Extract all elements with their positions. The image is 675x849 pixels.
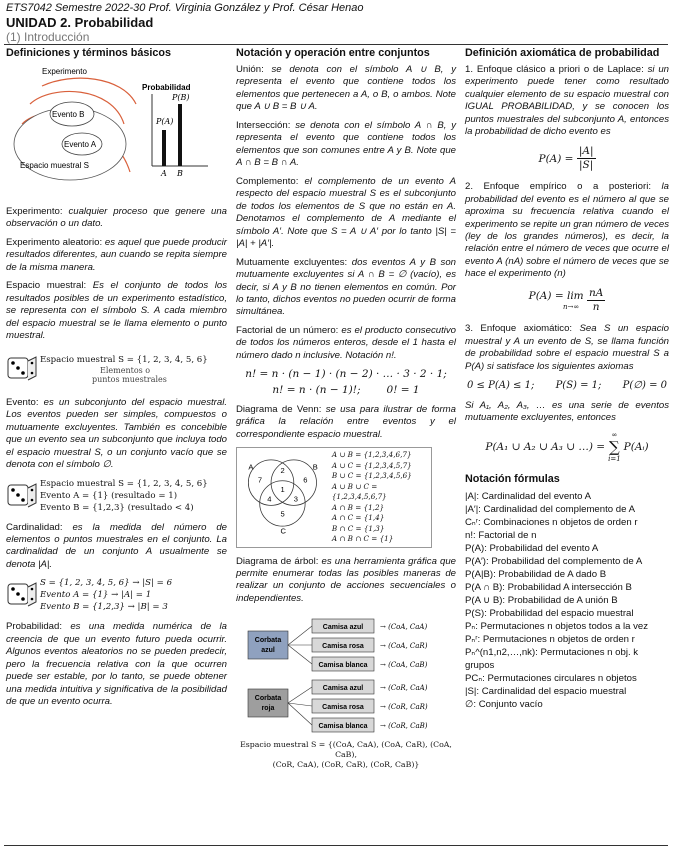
notation-item: P(A ∪ B): Probabilidad de A unión B [465, 594, 618, 606]
tree-root-azul-l1: Corbata [254, 637, 282, 645]
def-evento: Evento: es un subconjunto del espacio muestral. Los eventos pueden ser simples, compuestos o mutuamente excluyentes. También es concebible que un evento sea un subconjunto que incluya todo el espacio muestral S, o un conjunto vacío que se denota con el símbolo ∅. [6, 396, 227, 471]
approach-empirical: 2. Enfoque empírico o a posteriori: la probabilidad del evento es el número al que se aproxima su frecuencia relativa cuando el experimento se repite un gran número de veces (ley de los grandes números), es decir, la relación entre el número de veces que ocurre el evento A (nA) sobre el número de veces que se hace el experimento (n) [465, 181, 670, 280]
column-title: Notación y operación entre conjuntos [236, 47, 430, 59]
tree-leaf-label: Camisa azul [322, 685, 364, 693]
fig-bar-b [178, 104, 182, 166]
venn-label-a: A [248, 462, 254, 472]
dice3-line3: Evento B = {1,2,3} → |B| = 3 [40, 602, 168, 613]
factorial-eq2: n! = n · (n − 1)!; [272, 383, 361, 396]
notation-item: |S|: Cardinalidad del espacio muestral [465, 685, 627, 697]
tree-sample-space [236, 740, 456, 770]
fig-label-b: B [177, 169, 183, 178]
dice1-sample-space: Espacio muestral S = {1, 2, 3, 4, 5, 6} [40, 354, 208, 365]
dice3-line1: S = {1, 2, 3, 4, 5, 6} → |S| = 6 [40, 578, 173, 589]
unit-title: UNIDAD 2. Probabilidad [6, 15, 154, 30]
notation-item: Cₙʳ: Combinaciones n objetos de orden r [465, 516, 638, 528]
def-union: Unión: se denota con el símbolo A ∪ B, y representa el evento que contiene todos los elementos que pertenecen a A, o B, o ambos. Note que A ∪ B = B ∪ A. [236, 64, 456, 113]
eq-additivity: P(A₁ ∪ A₂ ∪ A₃ ∪ …) = ∞ ∑ i=1 P(Aᵢ) [485, 430, 649, 463]
notation-item: |A|: Cardinalidad del evento A [465, 490, 592, 502]
venn-region-1: 1 [280, 485, 285, 495]
def-complemento: Complemento: el complemento de un evento A respecto del espacio muestral S es el subconjunto de todos los elementos de S que no están en A. Denotamos el complemento de A mediante el símbolo A′. Note que S = A ∪ A′ por lo tanto |S| = |A| + |A′|. [236, 175, 456, 250]
fig-bar-a [162, 130, 166, 166]
venn-region-7: 7 [257, 475, 263, 485]
eq-empirical: P(A) = lim n→∞ $\frac{nA}{n}$ [528, 286, 604, 314]
notes-title: Notación fórmulas [465, 472, 560, 485]
fig-label-a: A [161, 169, 167, 178]
venn-set-item: A ∪ C = {1,2,3,4,5,7} [331, 460, 412, 470]
notation-item: n!: Factorial de n [465, 529, 537, 541]
fig-label-experimento: Experimento [42, 67, 87, 76]
venn-label-c: C [280, 526, 287, 536]
notation-item: P(S): Probabilidad del espacio muestral [465, 607, 634, 619]
axiom-2: P(S) = 1; [555, 380, 602, 391]
footer-rule [4, 845, 668, 846]
venn-region-3: 3 [293, 494, 299, 504]
venn-set-item: A ∪ B = {1,2,3,4,6,7} [331, 450, 412, 459]
def-interseccion: Intersección: se denota con el símbolo A ∩ B, y representa el evento que contiene todos los elementos que son comunes entre A y B. Note que A ∩ B = B ∩ A. [236, 119, 456, 169]
column-axiomatic [465, 46, 669, 711]
dice3-line2: Evento A = {1} → |A| = 1 [40, 590, 152, 601]
dice-icon [6, 354, 40, 384]
fig-label-pa: P(A) [156, 117, 174, 126]
def-venn: Diagrama de Venn: se usa para ilustrar de forma gráfica la relación entre eventos y el correspondiente espacio muestral. [236, 403, 456, 440]
tree-branch [288, 703, 312, 725]
venn-region-4: 4 [267, 494, 272, 504]
tree-branch [288, 626, 312, 645]
venn-set-item: B ∪ C = {1,2,3,4,5,6} [331, 471, 412, 480]
tree-leaf-label: Camisa rosa [322, 643, 364, 651]
def-mutuamente-excluyentes: Mutuamente excluyentes: dos eventos A y B son mutuamente excluyentes si A ∩ B = ∅ (vacío), es decir, si A y B no tienen elementos en común. Por lo tanto, dichos eventos no pueden ocurrir de forma simultánea. [236, 256, 456, 318]
fig-label-evento-a: Evento A [64, 140, 97, 149]
tree-root-azul [248, 631, 288, 659]
section-title: (1) Introducción [6, 30, 90, 44]
notation-list [465, 490, 669, 711]
venn-region-6: 6 [303, 475, 308, 485]
notation-item: Pₙʳ: Permutaciones n objetos de orden r [465, 633, 635, 645]
notation-item: Pₙ: Permutaciones n objetos todos a la vez [465, 620, 649, 632]
eq-classic: P(A) = $\frac{|A|}{|S|}$ [538, 144, 594, 172]
fig-label-espacio: Espacio muestral S [20, 161, 89, 170]
venn-region-2: 2 [280, 466, 285, 476]
dice-figure-2 [6, 478, 227, 514]
notation-item: P(A|B): Probabilidad de A dado B [465, 568, 607, 580]
column-title: Definición axiomática de probabilidad [465, 47, 660, 59]
tree-outcome: → (CoA, CaR) [380, 642, 428, 651]
dice1-sub2: puntos muestrales [92, 374, 167, 384]
venn-circles [237, 448, 328, 540]
dice1-sub1: Elementos o [100, 365, 151, 375]
dice2-line2: Evento A = {1} (resultado = 1) [40, 490, 178, 501]
dice-icon [6, 580, 40, 610]
factorial-eq3: 0! = 1 [386, 383, 420, 396]
tree-root-roja-l2: roja [261, 705, 275, 713]
tree-leaf-label: Camisa rosa [322, 704, 364, 712]
def-factorial: Factorial de un número: es el producto consecutivo de todos los números enteros, desde el 1 hasta el número dado n inclusive. Notación n!. [236, 324, 456, 361]
axiom-series-text: Si A₁, A₂, A₃, … es una serie de eventos mutuamente excluyentes, entonces [465, 400, 669, 424]
tree-branch [288, 645, 312, 664]
fig-label-probabilidad: Probabilidad [142, 83, 191, 92]
venn-diagram [236, 447, 432, 548]
def-experimento: Experimento: cualquier proceso que genere una observación o un dato. [6, 206, 227, 230]
header-rule [4, 44, 668, 45]
column-title: Definiciones y términos básicos [6, 47, 172, 59]
tree-leaf-label: Camisa azul [322, 624, 364, 632]
course-line: ETS7042 Semestre 2022-30 Prof. Virginia González y Prof. César Henao [6, 2, 364, 14]
def-espacio-muestral: Espacio muestral: Es el conjunto de todos los resultados posibles de un experimento estadístico, se representa con el símbolo S. A cada miembro del espacio muestral se le llama elemento o punto muestral. [6, 280, 228, 342]
notation-item: |A′|: Cardinalidad del complemento de A [465, 503, 635, 515]
tree-outcome: → (CoR, CaB) [380, 722, 428, 731]
dice-figure-1 [6, 349, 227, 389]
tree-root-azul-l2: azul [261, 647, 275, 655]
fig-label-pb: P(B) [172, 93, 190, 102]
arc-outer [42, 78, 136, 104]
tree-leaf-label: Camisa blanca [318, 723, 368, 731]
factorial-eq1: n! = n · (n − 1) · (n − 2) · … · 3 · 2 · 1; [245, 368, 447, 381]
def-experimento-aleatorio: Experimento aleatorio: es aquel que puede producir resultados diferentes, aun cuando se repita siempre de la misma manera. [6, 236, 227, 273]
column-set-notation [236, 46, 456, 770]
axiom-3: P(∅) = 0 [622, 380, 667, 391]
dice2-line3: Evento B = {1,2,3} (resultado < 4) [40, 502, 194, 513]
venn-set-list [328, 448, 431, 547]
fig-label-evento-b: Evento B [52, 110, 85, 119]
venn-set-item: B ∩ C = {1,3} [331, 523, 385, 533]
tree-outcome: → (CoA, CaB) [380, 661, 428, 670]
notation-item: Pₙ^(n1,n2,…,nk): Permutaciones n obj. k grupos [465, 646, 639, 671]
venn-region-5: 5 [280, 509, 285, 519]
tree-leaf-label: Camisa blanca [318, 662, 368, 670]
venn-set-item: A ∩ C = {1,4} [331, 513, 385, 522]
venn-label-b: B [312, 462, 318, 472]
tree-root-roja [248, 689, 288, 717]
venn-set-item: A ∪ B ∪ C = {1,2,3,4,5,6,7} [331, 481, 387, 501]
tree-caption-line2: (CoR, CaA), (CoR, CaR), (CoR, CaB)} [272, 759, 420, 769]
approach-classic: 1. Enfoque clásico a priori o de Laplace: si un experimento puede tener como resultado cualquier elemento de su espacio muestral con IGUAL PROBABILIDAD, y se conocen los puntos muestrales del subconjunto A, entonces la probabilidad de dicho evento es [465, 64, 669, 138]
column-definitions [6, 46, 227, 715]
dice-icon [6, 481, 40, 511]
probability-concept-figure [12, 64, 212, 184]
notation-item: P(A′): Probabilidad del complemento de A [465, 555, 643, 567]
notation-item: P(A ∩ B): Probabilidad A intersección B [465, 581, 632, 593]
dice-figure-3 [6, 577, 227, 613]
approach-axiomatic: 3. Enfoque axiomático: Sea S un espacio muestral y A un evento de S, se llama función de probabilidad sobre el espacio muestral S a P(A) si satisface los siguientes axiomas [465, 323, 669, 372]
def-probabilidad: Probabilidad: es una medida numérica de la creencia de que un evento futuro pueda ocurrir. Algunos eventos aleatorios no se pueden predecir, pero la frecuencia relativa con la que ocurren puede ser estable, por lo tanto, se puede obtener una medida intuitiva y significativa de la posibilidad de que un evento ocurra. [6, 621, 227, 708]
tree-outcome: → (CoR, CaA) [380, 684, 428, 693]
dice2-line1: Espacio muestral S = {1, 2, 3, 4, 5, 6} [40, 478, 208, 489]
venn-set-item: A ∩ B ∩ C = {1} [331, 534, 394, 543]
tree-branch [288, 687, 312, 703]
tree-branch [288, 703, 312, 706]
axioms [467, 379, 667, 392]
notation-item: P(A): Probabilidad del evento A [465, 542, 599, 554]
notation-item: ∅: Conjunto vacío [465, 698, 543, 710]
axiom-1: 0 ≤ P(A) ≤ 1; [467, 380, 535, 391]
venn-set-item: A ∩ B = {1,2} [331, 502, 385, 512]
tree-outcome: → (CoR, CaR) [380, 703, 428, 712]
page-header [6, 2, 666, 44]
tree-diagram [236, 615, 456, 733]
tree-root-roja-l1: Corbata [254, 695, 282, 703]
tree-outcome: → (CoA, CaA) [380, 623, 428, 632]
def-arbol: Diagrama de árbol: es una herramienta gráfica que permite enumerar todas las posibles maneras de realizar un conjunto de acciones secuenciales o independientes. [236, 555, 457, 604]
notation-item: PCₙ: Permutaciones circulares n objetos [465, 672, 637, 684]
tree-caption-line1: Espacio muestral S = {(CoA, CaA), (CoA, CaR), (CoA, CaB), [240, 739, 452, 759]
def-cardinalidad: Cardinalidad: es la medida del número de elementos o puntos muestrales en el conjunto. La cardinalidad de un conjunto A usualmente se denota |A|. [6, 521, 227, 570]
